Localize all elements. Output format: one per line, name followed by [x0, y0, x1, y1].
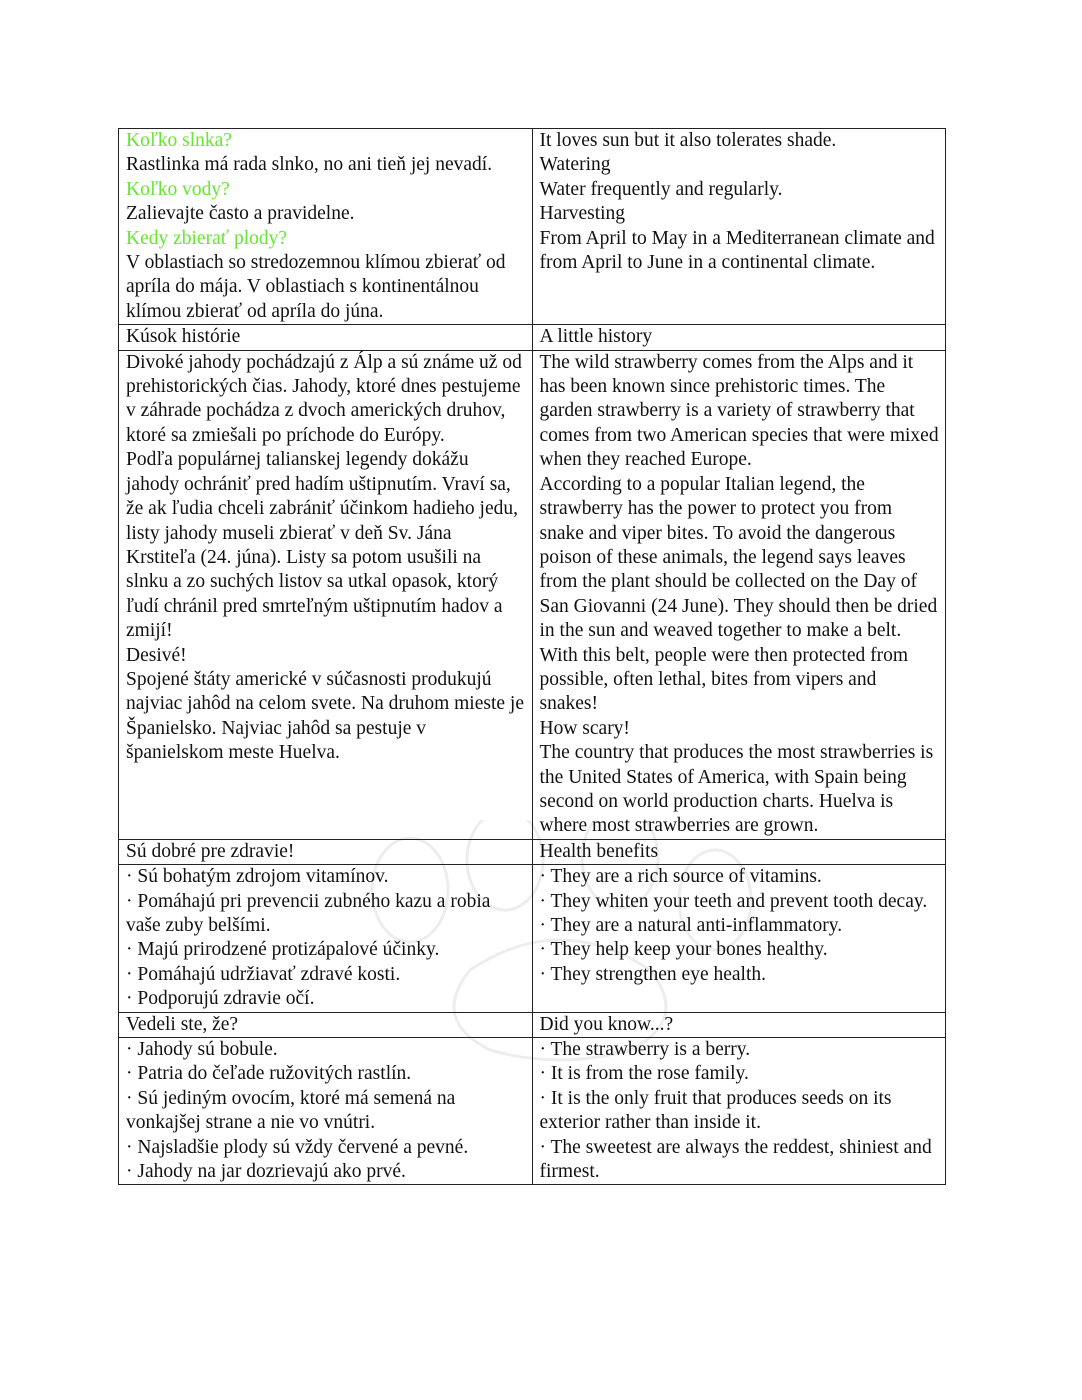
- text-paragraph: · It is the only fruit that produces seeds on its exterior rather than inside it.: [539, 1087, 892, 1134]
- table-row: [119, 1038, 946, 1185]
- text-paragraph: Health benefits: [539, 840, 659, 862]
- slovak-cell: [119, 1038, 533, 1185]
- text-paragraph: It loves sun but it also tolerates shade.: [539, 130, 837, 151]
- english-cell: [532, 865, 946, 1012]
- text-paragraph: Podľa populárnej talianskej legendy dokážu jahody ochrániť pred hadím uštipnutím. Vraví sa, že ak ľudia chceli zabrániť účinkom hadieho jedu, listy jahody museli zbierať v deň Sv. Jána Krstiteľa (24. júna). Listy sa potom usušili na slnku a zo suchých listov sa utkal opasok, ktorý ľudí chránil pred smrteľným uštipnutím hadov a zmijí!: [126, 449, 519, 642]
- text-paragraph: According to a popular Italian legend, the strawberry has the power to protect you from snake and viper bites. To avoid the dangerous poison of these animals, the legend says leaves from the plant should be collected on the Day of San Giovanni (24 June). They should then be dried in the sun and weaved together to make a belt. With this belt, people were then protected from possible, often lethal, bites from vipers and snakes!: [539, 473, 938, 715]
- text-paragraph: From April to May in a Mediterranean climate and from April to June in a continental climate.: [539, 227, 935, 274]
- text-paragraph: · They help keep your bones healthy.: [539, 939, 828, 961]
- text-paragraph: Did you know...?: [539, 1013, 674, 1035]
- text-paragraph: · Jahody na jar dozrievajú ako prvé.: [126, 1161, 406, 1183]
- table-row: [119, 865, 946, 1012]
- text-paragraph: · Podporujú zdravie očí.: [126, 988, 315, 1010]
- text-paragraph: Desivé!: [126, 644, 187, 666]
- text-paragraph: Watering: [539, 154, 611, 176]
- slovak-cell: [119, 350, 533, 839]
- text-paragraph: · Majú prirodzené protizápalové účinky.: [126, 939, 440, 961]
- english-cell: [532, 325, 946, 350]
- english-cell: [532, 350, 946, 839]
- text-paragraph: · They are a natural anti-inflammatory.: [539, 915, 843, 936]
- text-paragraph: · Pomáhajú pri prevencii zubného kazu a robia vaše zuby belšími.: [126, 890, 491, 936]
- text-paragraph: Sú dobré pre zdravie!: [126, 840, 295, 862]
- english-cell: [532, 839, 946, 864]
- table-row: [119, 839, 946, 864]
- table-row: [119, 1012, 946, 1037]
- text-paragraph: · They whiten your teeth and prevent tooth decay.: [539, 890, 928, 912]
- table-row: [119, 325, 946, 350]
- text-paragraph: Zalievajte často a pravidelne.: [126, 203, 355, 225]
- bilingual-info-table: [118, 128, 946, 1185]
- text-paragraph: Spojené štáty americké v súčasnosti produkujú najviac jahôd na celom svete. Na druhom mieste je Španielsko. Najviac jahôd sa pestuje v španielskom meste Huelva.: [126, 668, 524, 764]
- section-heading: Kedy zbierať plody?: [126, 227, 288, 249]
- section-heading: Koľko slnka?: [126, 130, 232, 151]
- section-heading: Koľko vody?: [126, 178, 230, 200]
- text-paragraph: · Sú jediným ovocím, ktoré má semená na vonkajšej strane a nie vo vnútri.: [126, 1087, 456, 1134]
- slovak-cell: [119, 839, 533, 864]
- text-paragraph: Divoké jahody pochádzajú z Álp a sú známe už od prehistorických čias. Jahody, ktoré dnes pestujeme v záhrade pochádza z dvoch amerických druhov, ktoré sa zmiešali po príchode do Európy.: [126, 351, 522, 446]
- slovak-cell: [119, 1012, 533, 1037]
- english-cell: [532, 1038, 946, 1185]
- english-cell: [532, 129, 946, 325]
- text-paragraph: · The strawberry is a berry.: [539, 1039, 751, 1061]
- text-paragraph: · They strengthen eye health.: [539, 963, 767, 985]
- text-paragraph: A little history: [539, 326, 653, 348]
- text-paragraph: V oblastiach so stredozemnou klímou zbierať od apríla do mája. V oblastiach s kontinentálnou klímou zbierať od apríla do júna.: [126, 252, 506, 322]
- slovak-cell: [119, 129, 533, 325]
- table-row: [119, 350, 946, 839]
- text-paragraph: · Sú bohatým zdrojom vitamínov.: [126, 866, 389, 888]
- slovak-cell: [119, 325, 533, 350]
- text-paragraph: Rastlinka má rada slnko, no ani tieň jej nevadí.: [126, 154, 493, 176]
- text-paragraph: Kúsok histórie: [126, 326, 241, 348]
- text-paragraph: The wild strawberry comes from the Alps and it has been known since prehistoric times. The garden strawberry is a variety of strawberry that comes from two American species that were mixed when they reached Europe.: [539, 351, 939, 471]
- english-cell: [532, 1012, 946, 1037]
- text-paragraph: Water frequently and regularly.: [539, 178, 783, 200]
- text-paragraph: Vedeli ste, že?: [126, 1013, 239, 1035]
- text-paragraph: · They are a rich source of vitamins.: [539, 866, 822, 888]
- text-paragraph: Harvesting: [539, 203, 626, 225]
- text-paragraph: · Jahody sú bobule.: [126, 1039, 278, 1061]
- text-paragraph: How scary!: [539, 717, 630, 739]
- text-paragraph: · The sweetest are always the reddest, shiniest and firmest.: [539, 1136, 932, 1183]
- text-paragraph: · Patria do čeľade ružovitých rastlín.: [126, 1063, 412, 1085]
- text-paragraph: · Pomáhajú udržiavať zdravé kosti.: [126, 963, 401, 985]
- table-row: [119, 129, 946, 325]
- text-paragraph: The country that produces the most strawberries is the United States of America, with Spain being second on world production charts. Huelva is where most strawberries are grown.: [539, 742, 934, 837]
- slovak-cell: [119, 865, 533, 1012]
- text-paragraph: · Najsladšie plody sú vždy červené a pevné.: [126, 1136, 469, 1158]
- text-paragraph: · It is from the rose family.: [539, 1063, 749, 1085]
